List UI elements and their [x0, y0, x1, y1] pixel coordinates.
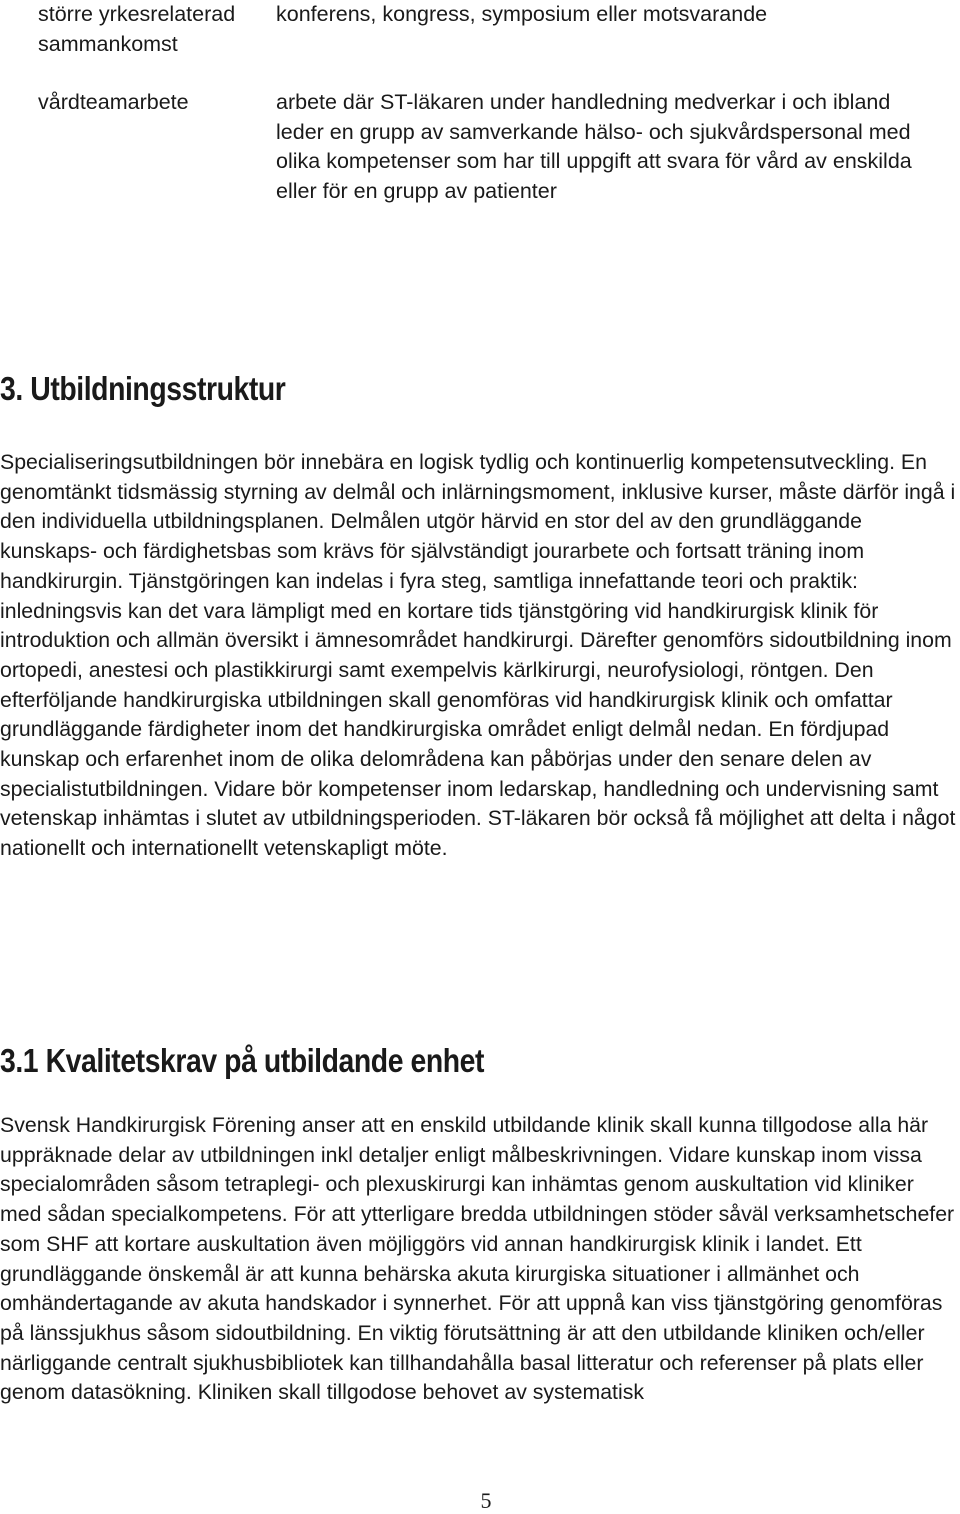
- body-paragraph: Svensk Handkirurgisk Förening anser att en enskild utbildande klinik skall kunna tillgodose alla här uppräknade delar av utbildningen inkl detaljer enligt målbeskrivningen. Vidare kunskap inom vissa specialområden såsom tetraplegi- och plexuskirurgi kan inhämtas genom auskultation vid kliniker med sådan specialkompetens. För att ytterligare bredda utbildningen stöder såväl verksamhetschefer som SHF att kortare auskultation även möjliggörs vid annan handkirurgisk klinik i landet. Ett grundläggande önskemål är att kunna behärska akuta kirurgiska situationer i allmänhet och omhändertagande av akuta handskador i synnerhet. För att uppnå kan viss tjänstgöring genomföras på länssjukhus såsom sidoutbildning. En viktig förutsättning är att den utbildande kliniken och/eller närliggande centralt sjukhusbibliotek kan tillhandahålla basal litteratur och referenser på plats eller genom datasökning. Kliniken skall tillgodose behovet av systematisk: [0, 1113, 955, 1405]
- body-paragraph: Specialiseringsutbildningen bör innebära en logisk tydlig och kontinuerlig kompetensutveckling. En genomtänkt tidsmässig styrning av delmål och inlärningsmoment, inklusive kurser, måste därför ingå i den individuella utbildningsplanen. Delmålen utgör härvid en stor del av den grundläggande kunskaps- och färdighetsbas som krävs för självständigt jourarbete och fortsatt träning inom handkirurgin. Tjänstgöringen kan indelas i fyra steg, samtliga innefattande teori och praktik: inledningsvis kan det vara lämpligt med en kortare tids tjänstgöring vid handkirurgisk klinik för introduktion och allmän översikt i ämnesområdet handkirurgi. Därefter genomförs sidoutbildning inom ortopedi, anestesi och plastikkirurgi samt exempelvis kärlkirurgi, neurofysiologi, röntgen. Den efterföljande handkirurgiska utbildningen skall genomföras vid handkirurgisk klinik och omfattar grundläggande färdigheter inom det handkirurgiska området enligt delmål nedan. En fördjupad kunskap och erfarenhet inom de olika delområdena kan påbörjas under den senare delen av specialistutbildningen. Vidare bör kompetenser inom ledarskap, handledning och undervisning samt vetenskap inhämtas i slutet av utbildningsperioden. ST-läkaren bör också få möjlighet att delta i något nationellt och internationellt vetenskapligt möte.: [0, 450, 956, 861]
- section-heading: 3.1 Kvalitetskrav på utbildande enhet: [0, 1042, 485, 1079]
- definition-term: större yrkesrelaterad sammankomst: [38, 2, 236, 56]
- page-number: 5: [480, 1488, 492, 1513]
- section-heading: 3. Utbildningsstruktur: [0, 370, 286, 407]
- definition-description: konferens, kongress, symposium eller motsvarande: [276, 2, 768, 26]
- definition-term: vårdteamarbete: [38, 90, 189, 114]
- definition-description: arbete där ST-läkaren under handledning medverkar i och ibland leder en grupp av samverkande hälso- och sjukvårdspersonal med olika kompetenser som har till uppgift att svara för vård av enskilda eller för en grupp av patienter: [276, 90, 912, 203]
